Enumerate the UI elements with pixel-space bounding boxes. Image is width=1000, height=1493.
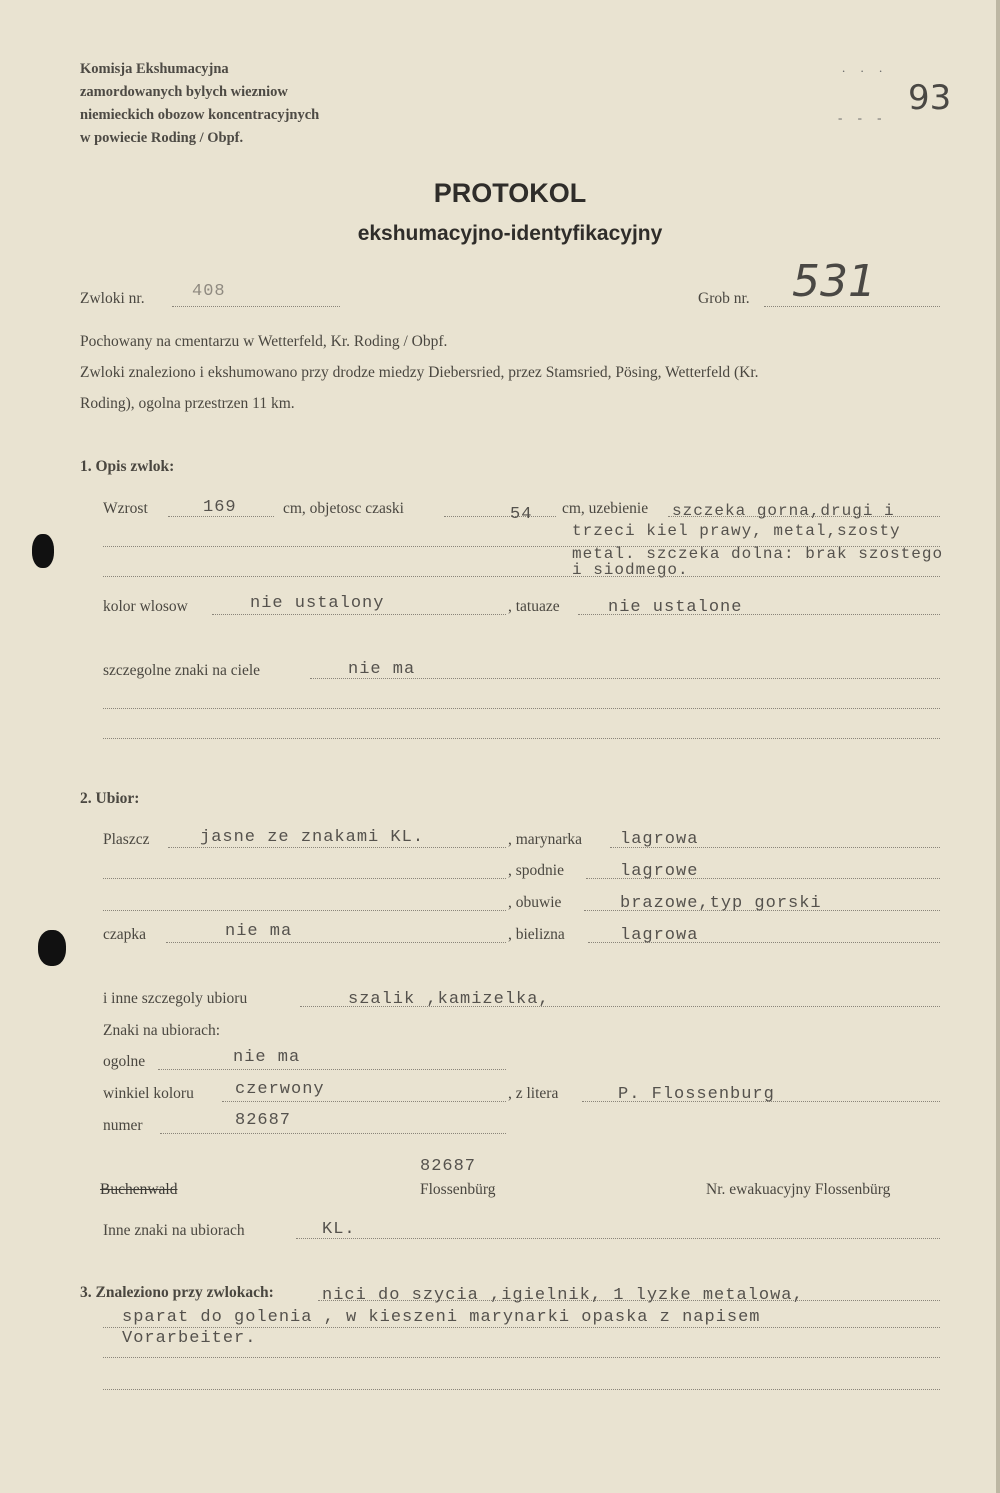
- czapka-line: [166, 942, 506, 943]
- uzebienie-line-3-rule: [103, 576, 940, 577]
- obuwie-value: brazowe,typ gorski: [620, 894, 822, 913]
- header-line-1: Komisja Ekshumacyjna: [80, 61, 229, 77]
- flossenburg-number: 82687: [420, 1157, 477, 1176]
- spodnie-value: lagrowe: [620, 862, 699, 881]
- section-3-value-2: sparat do golenia , w kieszeni marynarki opaska z napisem: [122, 1308, 761, 1327]
- winkiel-line: [222, 1101, 506, 1102]
- header-dots: . . .: [842, 60, 889, 75]
- header-dashes: - - -: [838, 110, 888, 125]
- section-1-heading: 1. Opis zwlok:: [80, 458, 175, 475]
- plaszcz-value: jasne ze znakami KL.: [200, 828, 425, 847]
- wzrost-value: 169: [203, 498, 237, 517]
- bielizna-value: lagrowa: [620, 926, 699, 945]
- winkiel-label: winkiel koloru: [103, 1085, 194, 1102]
- section-2-heading: 2. Ubior:: [80, 790, 140, 807]
- zwloki-value: 408: [192, 282, 226, 301]
- grob-label: Grob nr.: [698, 290, 750, 307]
- numer-line: [160, 1133, 506, 1134]
- ogolne-value: nie ma: [233, 1048, 301, 1067]
- czaszka-label: cm, objetosc czaski: [283, 500, 404, 517]
- inne-szczegoly-label: i inne szczegoly ubioru: [103, 990, 248, 1007]
- intro-line-1: Pochowany na cmentarzu w Wetterfeld, Kr. Roding / Obpf.: [80, 333, 448, 350]
- page-number: 93: [908, 78, 952, 118]
- plaszcz-line: [168, 847, 506, 848]
- plaszcz-label: Plaszcz: [103, 831, 150, 848]
- ogolne-label: ogolne: [103, 1053, 146, 1070]
- section-1-blank-line-2: [103, 738, 940, 739]
- czaszka-value: 54: [510, 505, 533, 524]
- intro-line-2: Zwloki znaleziono i ekshumowano przy drodze miedzy Diebersried, przez Stamsried, Pösing, Wetterfeld (Kr.: [80, 364, 759, 381]
- zwloki-line: [172, 306, 340, 307]
- inne-znaki-line: [296, 1238, 940, 1239]
- uzebienie-value-4: i siodmego.: [572, 561, 689, 579]
- bielizna-label: , bielizna: [508, 926, 565, 943]
- wzrost-label: Wzrost: [103, 500, 148, 517]
- marynarka-label: , marynarka: [508, 831, 583, 848]
- section-1-blank-line-1: [103, 708, 940, 709]
- znaki-cialo-value: nie ma: [348, 660, 416, 679]
- litera-label: , z litera: [508, 1085, 559, 1102]
- buchenwald-label: Buchenwald: [100, 1181, 178, 1198]
- czapka-label: czapka: [103, 926, 147, 943]
- section-3-line-3: [103, 1357, 940, 1358]
- spodnie-left-line: [103, 878, 506, 879]
- czapka-value: nie ma: [225, 922, 293, 941]
- grob-value: 531: [792, 256, 876, 307]
- document-title: PROTOKOL: [433, 178, 587, 208]
- uzebienie-value-1: szczeka gorna,drugi i: [672, 502, 895, 520]
- tatuaze-label: , tatuaze: [508, 598, 560, 615]
- uzebienie-value-2: trzeci kiel prawy, metal,szosty: [572, 522, 901, 540]
- header-line-2: zamordowanych bylych wiezniow: [80, 84, 288, 100]
- winkiel-value: czerwony: [235, 1080, 325, 1099]
- flossenburg-label: Flossenbürg: [420, 1181, 496, 1198]
- obuwie-label: , obuwie: [508, 894, 562, 911]
- uzebienie-value-3: metal. szczeka dolna: brak szostego: [572, 545, 944, 563]
- section-3-heading: 3. Znaleziono przy zwlokach:: [80, 1284, 274, 1301]
- document-subtitle: ekshumacyjno-identyfikacyjny: [357, 222, 663, 245]
- ogolne-line: [158, 1069, 506, 1070]
- section-3-line-4: [103, 1389, 940, 1390]
- wlosy-label: kolor wlosow: [103, 598, 188, 615]
- commission-header: [80, 58, 319, 150]
- litera-value: P. Flossenburg: [618, 1085, 775, 1104]
- header-line-4: w powiecie Roding / Obpf.: [80, 130, 244, 146]
- zwloki-label: Zwloki nr.: [80, 290, 145, 307]
- marynarka-value: lagrowa: [620, 830, 699, 849]
- tatuaze-value: nie ustalone: [608, 598, 743, 617]
- inne-znaki-label: Inne znaki na ubiorach: [103, 1222, 245, 1239]
- intro-line-3: Roding), ogolna przestrzen 11 km.: [80, 395, 295, 412]
- znaki-cialo-label: szczegolne znaki na ciele: [103, 662, 261, 679]
- ewakuacyjny-label: Nr. ewakuacyjny Flossenbürg: [706, 1181, 891, 1198]
- numer-label: numer: [103, 1117, 143, 1134]
- czaszka-line: [444, 516, 556, 517]
- inne-szczegoly-value: szalik ,kamizelka,: [348, 990, 550, 1009]
- section-3-value-1: nici do szycia ,igielnik, 1 lyzke metalowa,: [322, 1286, 804, 1305]
- obuwie-left-line: [103, 910, 506, 911]
- znaki-ubior-label: Znaki na ubiorach:: [103, 1022, 221, 1039]
- wlosy-value: nie ustalony: [250, 594, 385, 613]
- spodnie-label: , spodnie: [508, 862, 564, 879]
- section-3-value-3: Vorarbeiter.: [122, 1329, 257, 1348]
- numer-value: 82687: [235, 1111, 292, 1130]
- uzebienie-label: cm, uzebienie: [562, 500, 649, 517]
- inne-znaki-value: KL.: [322, 1220, 356, 1239]
- section-3-line-2: [103, 1327, 940, 1328]
- header-line-3: niemieckich obozow koncentracyjnych: [80, 107, 320, 123]
- punch-hole-bottom: [38, 930, 66, 966]
- wlosy-line: [212, 614, 506, 615]
- punch-hole-top: [32, 534, 54, 568]
